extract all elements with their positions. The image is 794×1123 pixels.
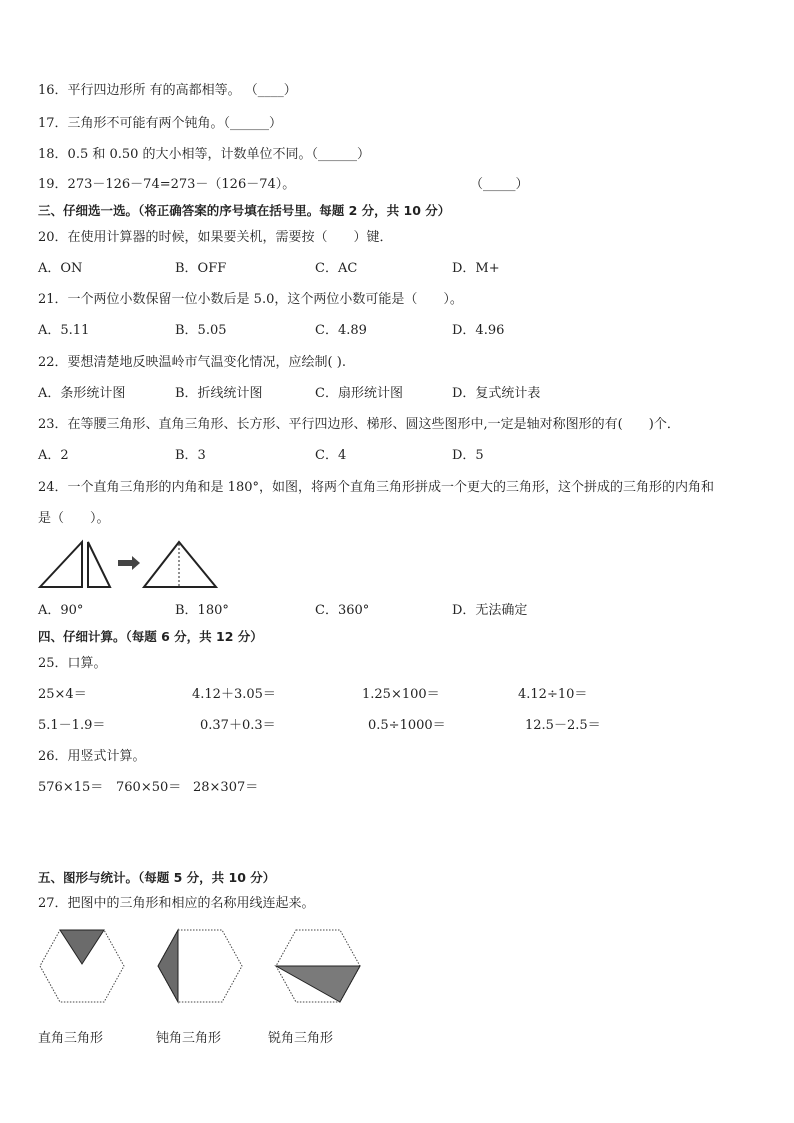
question-26: 26．用竖式计算。: [38, 749, 146, 764]
q24-option-c: C．360°: [315, 603, 370, 618]
q23-option-c: C．4: [315, 448, 347, 463]
q23-option-a: A．2: [38, 448, 69, 463]
question-21: 21．一个两位小数保留一位小数后是 5.0，这个两位小数可能是（ ）。: [38, 292, 463, 307]
q22-option-c: C．扇形统计图: [315, 386, 403, 401]
q20-option-c: C．AC: [315, 261, 358, 276]
question-24-line1: 24．一个直角三角形的内角和是 180°，如图，将两个直角三角形拼成一个更大的三角形，这个拼成的三角形的内角和: [38, 480, 714, 495]
label-acute-triangle: 锐角三角形: [268, 1031, 334, 1046]
q24-triangles-figure: [36, 538, 226, 590]
q25-r1-item4: 4.12÷10＝: [518, 687, 588, 702]
q21-option-c: C．4.89: [315, 323, 367, 338]
q25-r1-item2: 4.12＋3.05＝: [192, 687, 276, 702]
question-19: 19．273－126－74=273－（126－74）。: [38, 177, 296, 192]
q24-option-a: A．90°: [38, 603, 84, 618]
q25-r2-item2: 0.37＋0.3＝: [200, 718, 276, 733]
section-3-heading: 三、仔细选一选。（将正确答案的序号填在括号里。每题 2 分，共 10 分）: [38, 203, 451, 218]
q25-r2-item4: 12.5－2.5＝: [525, 718, 601, 733]
question-22: 22．要想清楚地反映温岭市气温变化情况，应绘制( ).: [38, 355, 346, 370]
shaded-triangle-3: [276, 966, 360, 1002]
question-24-line2: 是（ ）。: [38, 511, 110, 526]
q20-option-a: A．ON: [38, 261, 83, 276]
right-triangle-right: [88, 542, 110, 587]
question-25: 25．口算。: [38, 656, 107, 671]
q21-option-a: A．5.11: [38, 323, 90, 338]
question-18: 18．0.5 和 0.50 的大小相等，计数单位不同。（______）: [38, 147, 371, 162]
label-obtuse-triangle: 钝角三角形: [156, 1031, 222, 1046]
shaded-triangle-1: [60, 930, 104, 964]
q26-item3: 28×307＝: [193, 780, 259, 795]
q25-r2-item1: 5.1－1.9＝: [38, 718, 106, 733]
q24-option-d: D．无法确定: [452, 603, 528, 618]
q24-option-b: B．180°: [175, 603, 229, 618]
hexagon-figure-1: [38, 928, 126, 1004]
section-4-heading: 四、仔细计算。（每题 6 分，共 12 分）: [38, 629, 263, 644]
q22-option-d: D．复式统计表: [452, 386, 541, 401]
q25-r1-item3: 1.25×100＝: [362, 687, 440, 702]
arrow-right-icon: [118, 556, 140, 570]
hexagon-figure-2: [156, 928, 244, 1004]
question-19-blank: （_____）: [470, 177, 529, 192]
q21-option-b: B．5.05: [175, 323, 227, 338]
q25-r1-item1: 25×4＝: [38, 687, 87, 702]
right-triangle-left: [40, 542, 82, 587]
q26-item1: 576×15＝: [38, 780, 104, 795]
q23-option-b: B．3: [175, 448, 206, 463]
section-5-heading: 五、图形与统计。（每题 5 分，共 10 分）: [38, 870, 276, 885]
question-20: 20．在使用计算器的时候，如果要关机，需要按（ ）键．: [38, 230, 393, 245]
hexagon-figure-3: [274, 928, 362, 1004]
q23-option-d: D．5: [452, 448, 484, 463]
q22-option-b: B．折线统计图: [175, 386, 263, 401]
question-23: 23．在等腰三角形、直角三角形、长方形、平行四边形、梯形、圆这些图形中,一定是轴对称图形的有( )个．: [38, 417, 680, 432]
shaded-triangle-2: [158, 930, 178, 1002]
q20-option-b: B．OFF: [175, 261, 227, 276]
question-27: 27．把图中的三角形和相应的名称用线连起来。: [38, 896, 315, 911]
label-right-triangle: 直角三角形: [38, 1031, 104, 1046]
question-16: 16．平行四边形所 有的高都相等。 （____）: [38, 83, 297, 98]
combined-triangle: [144, 542, 216, 587]
q20-option-d: D．M+: [452, 261, 500, 276]
q25-r2-item3: 0.5÷1000＝: [368, 718, 446, 733]
q26-item2: 760×50＝: [116, 780, 182, 795]
q21-option-d: D．4.96: [452, 323, 505, 338]
q22-option-a: A．条形统计图: [38, 386, 126, 401]
question-17: 17．三角形不可能有两个钝角。（______）: [38, 116, 283, 131]
